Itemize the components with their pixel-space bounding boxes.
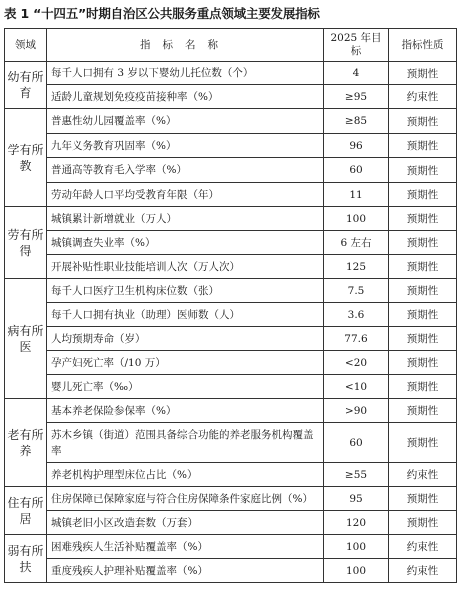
- target-cell: 60: [324, 423, 389, 463]
- table-row: [5, 134, 457, 158]
- table-row: [5, 463, 457, 487]
- domain-cell: 住有所居: [5, 487, 47, 535]
- nature-cell: 预期性: [389, 303, 457, 327]
- nature-cell: 预期性: [389, 375, 457, 399]
- domain-cell: 老有所养: [5, 399, 47, 487]
- nature-cell: 预期性: [389, 327, 457, 351]
- domain-cell: 学有所教: [5, 109, 47, 207]
- indicator-cell: 劳动年龄人口平均受教育年限（年）: [47, 183, 324, 207]
- target-cell: 95: [324, 487, 389, 511]
- nature-cell: 预期性: [389, 399, 457, 423]
- table-row: [5, 255, 457, 279]
- target-cell: 11: [324, 183, 389, 207]
- header-row: [5, 29, 457, 62]
- table-row: [5, 183, 457, 207]
- target-cell: 125: [324, 255, 389, 279]
- indicator-cell: 住房保障已保障家庭与符合住房保障条件家庭比例（%）: [47, 487, 324, 511]
- table-row: [5, 207, 457, 231]
- nature-cell: 预期性: [389, 279, 457, 303]
- nature-cell: 预期性: [389, 158, 457, 183]
- table-row: [5, 559, 457, 583]
- domain-cell: 幼有所育: [5, 62, 47, 109]
- target-cell: 120: [324, 511, 389, 535]
- table-row: [5, 487, 457, 511]
- indicator-cell: 普通高等教育毛入学率（%）: [47, 158, 324, 183]
- table-row: [5, 535, 457, 559]
- table-row: [5, 109, 457, 134]
- nature-cell: 预期性: [389, 351, 457, 375]
- target-cell: 4: [324, 62, 389, 85]
- table-row: [5, 231, 457, 255]
- target-cell: 100: [324, 559, 389, 583]
- header-nature: 指标性质: [389, 29, 457, 62]
- indicator-cell: 普惠性幼儿园覆盖率（%）: [47, 109, 324, 134]
- indicator-cell: 九年义务教育巩固率（%）: [47, 134, 324, 158]
- indicator-cell: 困难残疾人生活补贴覆盖率（%）: [47, 535, 324, 559]
- nature-cell: 约束性: [389, 535, 457, 559]
- domain-cell: 病有所医: [5, 279, 47, 399]
- indicator-cell: 养老机构护理型床位占比（%）: [47, 463, 324, 487]
- target-cell: 3.6: [324, 303, 389, 327]
- table-title: 表 1 “十四五”时期自治区公共服务重点领域主要发展指标: [4, 6, 320, 21]
- indicator-table: [4, 28, 457, 583]
- nature-cell: 预期性: [389, 487, 457, 511]
- indicator-cell: 重度残疾人护理补贴覆盖率（%）: [47, 559, 324, 583]
- nature-cell: 预期性: [389, 183, 457, 207]
- nature-cell: 约束性: [389, 463, 457, 487]
- target-cell: 7.5: [324, 279, 389, 303]
- table-row: [5, 511, 457, 535]
- nature-cell: 预期性: [389, 511, 457, 535]
- nature-cell: 预期性: [389, 231, 457, 255]
- indicator-cell: 人均预期寿命（岁）: [47, 327, 324, 351]
- indicator-cell: 基本养老保险参保率（%）: [47, 399, 324, 423]
- target-cell: 60: [324, 158, 389, 183]
- indicator-cell: 孕产妇死亡率（/10 万）: [47, 351, 324, 375]
- table-row: [5, 158, 457, 183]
- table-row: [5, 375, 457, 399]
- table-row: [5, 85, 457, 109]
- target-cell: >90: [324, 399, 389, 423]
- indicator-cell: 每千人口拥有执业（助理）医师数（人）: [47, 303, 324, 327]
- indicator-cell: 城镇累计新增就业（万人）: [47, 207, 324, 231]
- indicator-cell: 城镇老旧小区改造套数（万套）: [47, 511, 324, 535]
- nature-cell: 预期性: [389, 109, 457, 134]
- table-row: [5, 423, 457, 463]
- indicator-cell: 每千人口医疗卫生机构床位数（张）: [47, 279, 324, 303]
- indicator-cell: 开展补贴性职业技能培训人次（万人次）: [47, 255, 324, 279]
- nature-cell: 约束性: [389, 559, 457, 583]
- table-row: [5, 351, 457, 375]
- nature-cell: 预期性: [389, 134, 457, 158]
- domain-cell: 劳有所得: [5, 207, 47, 279]
- indicator-cell: 城镇调查失业率（%）: [47, 231, 324, 255]
- table-row: [5, 327, 457, 351]
- header-target: 2025 年目标: [324, 29, 389, 62]
- indicator-cell: 婴儿死亡率（‰）: [47, 375, 324, 399]
- target-cell: <10: [324, 375, 389, 399]
- header-domain: 领域: [5, 29, 47, 62]
- target-cell: 100: [324, 535, 389, 559]
- nature-cell: 预期性: [389, 62, 457, 85]
- target-cell: ≥55: [324, 463, 389, 487]
- table-row: [5, 62, 457, 85]
- target-cell: 96: [324, 134, 389, 158]
- table-body: [5, 62, 457, 583]
- target-cell: 100: [324, 207, 389, 231]
- header-indicator: 指标名称: [47, 29, 324, 62]
- domain-cell: 弱有所扶: [5, 535, 47, 583]
- table-row: [5, 399, 457, 423]
- target-cell: ≥95: [324, 85, 389, 109]
- target-cell: 77.6: [324, 327, 389, 351]
- target-cell: <20: [324, 351, 389, 375]
- indicator-cell: 每千人口拥有 3 岁以下婴幼儿托位数（个）: [47, 62, 324, 85]
- target-cell: ≥85: [324, 109, 389, 134]
- table-row: [5, 279, 457, 303]
- nature-cell: 预期性: [389, 207, 457, 231]
- nature-cell: 预期性: [389, 255, 457, 279]
- nature-cell: 约束性: [389, 85, 457, 109]
- target-cell: 6 左右: [324, 231, 389, 255]
- indicator-cell: 适龄儿童规划免疫疫苗接种率（%）: [47, 85, 324, 109]
- nature-cell: 预期性: [389, 423, 457, 463]
- indicator-cell: 苏木乡镇（街道）范围具备综合功能的养老服务机构覆盖率: [47, 423, 324, 463]
- table-row: [5, 303, 457, 327]
